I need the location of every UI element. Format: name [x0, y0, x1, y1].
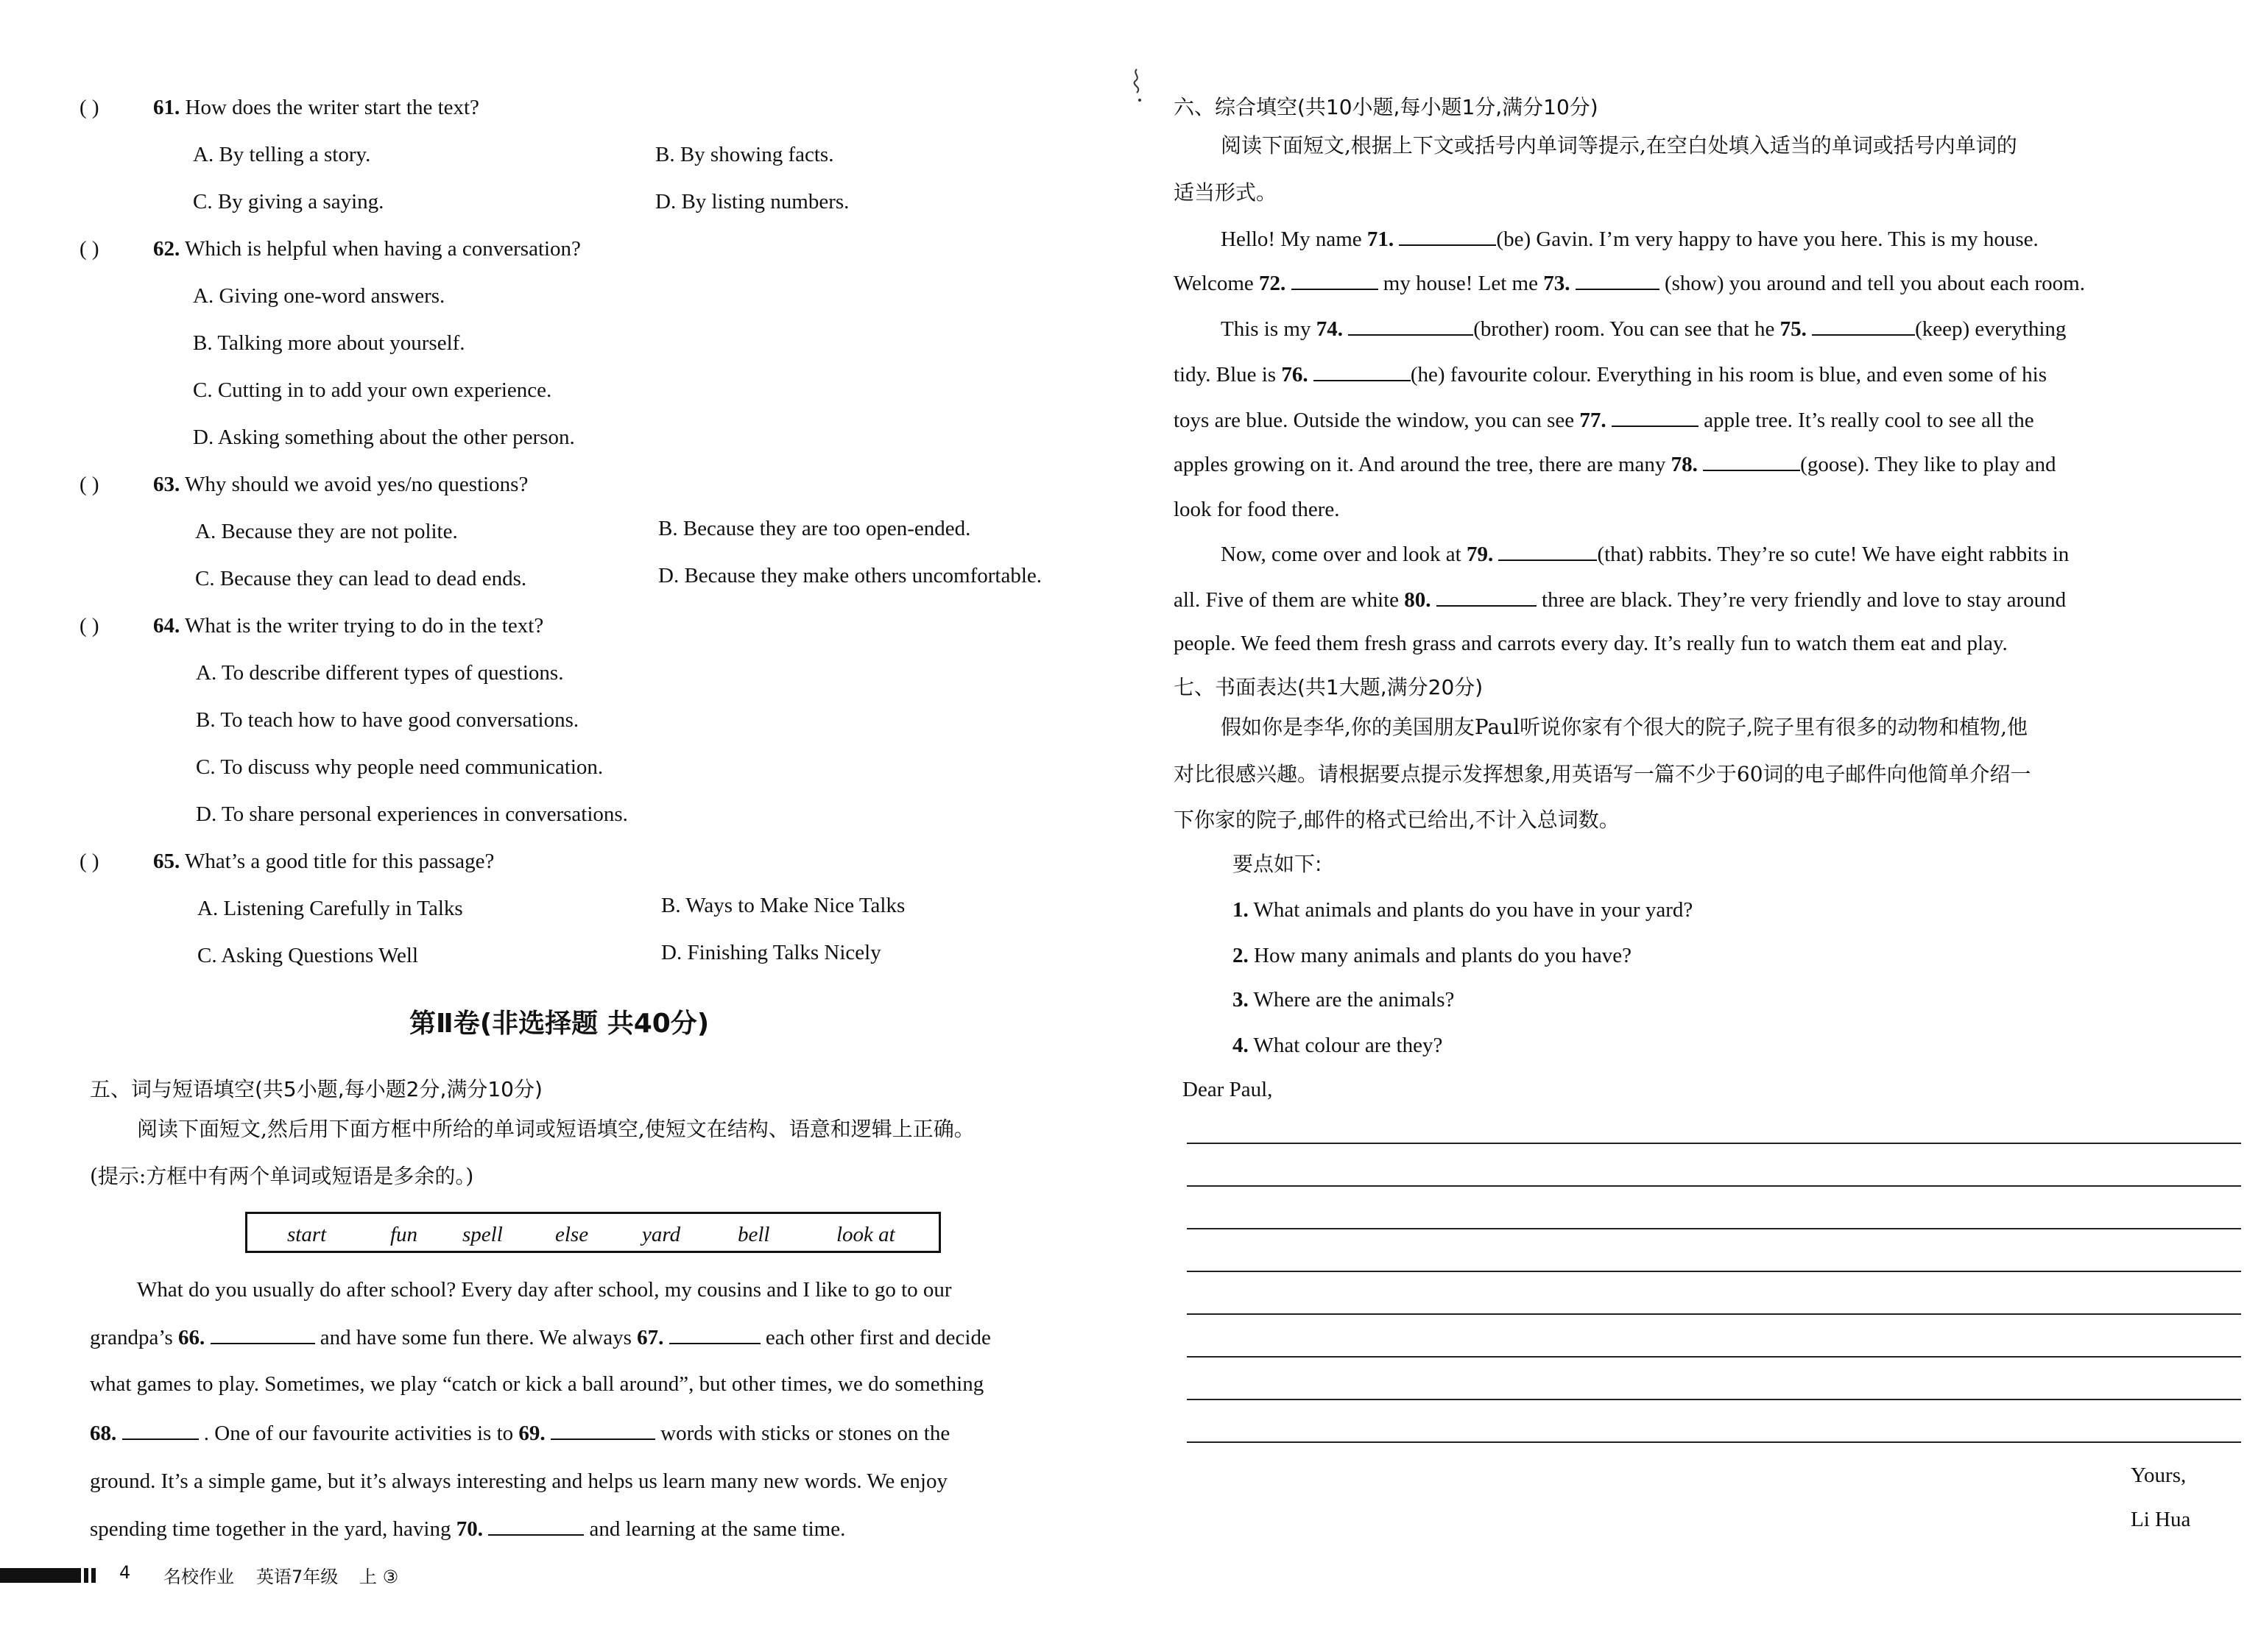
word-option: fun — [390, 1223, 418, 1246]
section-7-prompt: 下你家的院子,邮件的格式已给出,不计入总词数。 — [1174, 808, 1620, 832]
blank-79[interactable] — [1498, 540, 1597, 561]
writing-line[interactable] — [1187, 1441, 2241, 1443]
word-option: look at — [836, 1223, 895, 1246]
key-point: 1. What animals and plants do you have in your yard? — [1232, 898, 1693, 922]
writing-line[interactable] — [1187, 1399, 2241, 1400]
option-c: C. By giving a saying. — [193, 190, 384, 213]
option-b: B. Because they are too open-ended. — [658, 517, 971, 540]
page-number: 4 — [119, 1562, 131, 1583]
email-greeting: Dear Paul, — [1182, 1078, 1273, 1101]
key-point: 3. Where are the animals? — [1232, 988, 1455, 1012]
question-text: 62. Which is helpful when having a conversation? — [153, 237, 581, 261]
blank-67[interactable] — [669, 1324, 761, 1344]
key-point: 2. How many animals and plants do you have? — [1232, 944, 1632, 967]
email-closing: Yours, — [2131, 1464, 2187, 1487]
question-text: 65. What’s a good title for this passage? — [153, 850, 495, 873]
section-5-heading: 五、词与短语填空(共5小题,每小题2分,满分10分) — [90, 1077, 543, 1101]
book-name: 名校作业 — [163, 1567, 234, 1587]
option-b: B. By showing facts. — [655, 143, 834, 166]
footer-bar — [0, 1568, 81, 1583]
option-d: D. By listing numbers. — [655, 190, 850, 213]
option-a: A. Because they are not polite. — [195, 520, 458, 543]
answer-bracket[interactable]: ( ) — [80, 473, 99, 496]
question-text: 64. What is the writer trying to do in the text? — [153, 614, 544, 638]
word-box — [245, 1212, 941, 1253]
section-7-prompt: 对比很感兴趣。请根据要点提示发挥想象,用英语写一篇不少于60词的电子邮件向他简单介绍一 — [1174, 762, 2031, 786]
footer-bar — [91, 1568, 96, 1583]
passage-line: people. We feed them fresh grass and carrots every day. It’s really fun to watch them eat and play. — [1174, 632, 2008, 655]
option-a: A. To describe different types of questions. — [196, 661, 564, 685]
blank-78[interactable] — [1703, 451, 1800, 471]
blank-72[interactable] — [1291, 269, 1378, 290]
option-a: A. By telling a story. — [193, 143, 371, 166]
option-d: D. Because they make others uncomfortable. — [658, 564, 1043, 587]
answer-bracket[interactable]: ( ) — [80, 237, 99, 261]
blank-74[interactable] — [1348, 315, 1473, 336]
footer-bar — [84, 1568, 88, 1583]
passage-line: what games to play. Sometimes, we play “catch or kick a ball around”, but other times, we do something — [90, 1372, 984, 1396]
email-signature: Li Hua — [2131, 1508, 2191, 1531]
option-c: C. Cutting in to add your own experience. — [193, 378, 552, 402]
term-volume: 上 ③ — [359, 1567, 399, 1587]
blank-69[interactable] — [551, 1419, 655, 1440]
option-a: A. Giving one-word answers. — [193, 284, 445, 308]
word-option: bell — [738, 1223, 770, 1246]
section-5-instructions: 阅读下面短文,然后用下面方框中所给的单词或短语填空,使短文在结构、语意和逻辑上正确。 — [137, 1117, 975, 1141]
blank-75[interactable] — [1812, 315, 1915, 336]
answer-bracket[interactable]: ( ) — [80, 614, 99, 638]
section-5-hint: (提示:方框中有两个单词或短语是多余的。) — [90, 1164, 474, 1188]
key-point: 4. What colour are they? — [1232, 1034, 1443, 1057]
passage-line: tidy. Blue is 76. (he) favourite colour. Everything in his room is blue, and even some of his — [1174, 361, 2047, 388]
option-c: C. To discuss why people need communication. — [196, 755, 604, 779]
passage-line: apples growing on it. And around the tree, there are many 78. (goose). They like to play and — [1174, 451, 2056, 478]
blank-66[interactable] — [211, 1324, 315, 1344]
subject-grade: 英语7年级 — [256, 1567, 339, 1587]
passage-line: ground. It’s a simple game, but it’s always interesting and helps us learn many new words. We enjoy — [90, 1469, 948, 1493]
passage-line: all. Five of them are white 80. three are black. They’re very friendly and love to stay around — [1174, 586, 2066, 613]
writing-line[interactable] — [1187, 1185, 2241, 1187]
passage-line: toys are blue. Outside the window, you can see 77. apple tree. It’s really cool to see all the — [1174, 406, 2034, 434]
word-option: yard — [642, 1223, 681, 1246]
blank-68[interactable] — [122, 1419, 199, 1440]
option-b: B. To teach how to have good conversations. — [196, 708, 579, 732]
option-c: C. Asking Questions Well — [197, 944, 419, 967]
option-b: B. Ways to Make Nice Talks — [661, 894, 906, 917]
option-c: C. Because they can lead to dead ends. — [195, 567, 527, 590]
section-6-instructions: 阅读下面短文,根据上下文或括号内单词等提示,在空白处填入适当的单词或括号内单词的 — [1221, 133, 2017, 158]
passage-line: Now, come over and look at 79. (that) rabbits. They’re so cute! We have eight rabbits in — [1221, 540, 2069, 568]
blank-70[interactable] — [488, 1515, 584, 1536]
writing-line[interactable] — [1187, 1313, 2241, 1315]
section-7-heading: 七、书面表达(共1大题,满分20分) — [1174, 675, 1484, 699]
blank-76[interactable] — [1313, 361, 1411, 381]
key-points-title: 要点如下: — [1232, 852, 1322, 876]
section-6-heading: 六、综合填空(共10小题,每小题1分,满分10分) — [1174, 95, 1598, 119]
question-text: 61. How does the writer start the text? — [153, 96, 479, 119]
option-a: A. Listening Carefully in Talks — [197, 897, 463, 920]
passage-line: 68. . One of our favourite activities is to 69. words with sticks or stones on the — [90, 1419, 950, 1447]
blank-71[interactable] — [1399, 225, 1496, 246]
option-d: D. To share personal experiences in conversations. — [196, 802, 628, 826]
passage-line: spending time together in the yard, having 70. and learning at the same time. — [90, 1515, 845, 1542]
blank-80[interactable] — [1436, 586, 1537, 607]
blank-77[interactable] — [1612, 406, 1699, 427]
blank-73[interactable] — [1576, 269, 1659, 290]
answer-bracket[interactable]: ( ) — [80, 850, 99, 873]
writing-line[interactable] — [1187, 1271, 2241, 1272]
writing-line[interactable] — [1187, 1143, 2241, 1144]
section-7-prompt: 假如你是李华,你的美国朋友Paul听说你家有个很大的院子,院子里有很多的动物和植物,他 — [1221, 715, 2028, 739]
option-d: D. Asking something about the other person. — [193, 426, 575, 449]
passage-line: What do you usually do after school? Every day after school, my cousins and I like to go to our — [137, 1278, 952, 1302]
passage-line: Hello! My name 71. (be) Gavin. I’m very happy to have you here. This is my house. — [1221, 225, 2039, 253]
paper-two-title: 第Ⅱ卷(非选择题 共40分) — [409, 1009, 710, 1039]
option-b: B. Talking more about yourself. — [193, 331, 465, 355]
writing-line[interactable] — [1187, 1356, 2241, 1358]
passage-line: This is my 74. (brother) room. You can see that he 75. (keep) everything — [1221, 315, 2066, 342]
section-6-instructions-cont: 适当形式。 — [1174, 180, 1277, 205]
word-option: start — [287, 1223, 327, 1246]
word-option: else — [555, 1223, 589, 1246]
option-d: D. Finishing Talks Nicely — [661, 941, 881, 964]
passage-line: look for food there. — [1174, 498, 1340, 521]
passage-line: Welcome 72. my house! Let me 73. (show) you around and tell you about each room. — [1174, 269, 2085, 297]
answer-bracket[interactable]: ( ) — [80, 96, 99, 119]
ink-mark-icon — [1125, 65, 1149, 110]
word-option: spell — [462, 1223, 503, 1246]
writing-line[interactable] — [1187, 1228, 2241, 1229]
question-text: 63. Why should we avoid yes/no questions? — [153, 473, 529, 496]
passage-line: grandpa’s 66. and have some fun there. We always 67. each other first and decide — [90, 1324, 991, 1351]
